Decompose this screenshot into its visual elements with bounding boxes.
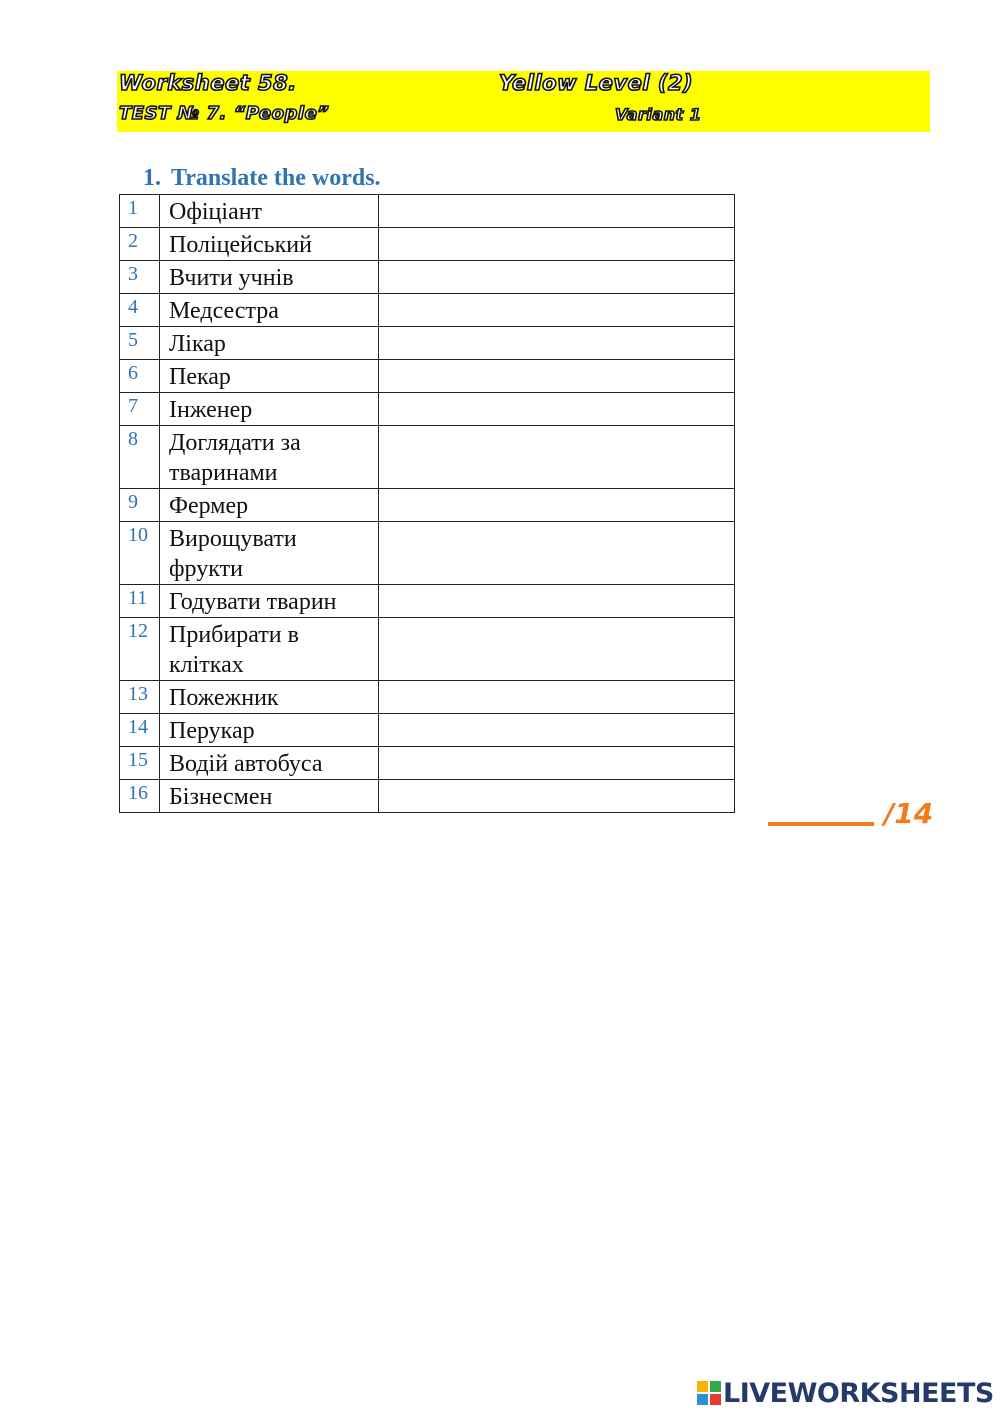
word-line: Поліцейський	[169, 232, 312, 258]
level-label: Yellow Level (2)	[499, 71, 694, 95]
table-row	[120, 780, 735, 813]
answer-cell[interactable]	[379, 327, 735, 360]
table-row	[120, 426, 735, 489]
task-instruction: Translate the words.	[171, 165, 381, 191]
word-line: Лікар	[169, 331, 226, 357]
logo-text: LIVEWORKSHEETS	[723, 1378, 994, 1409]
row-number: 8	[120, 426, 160, 489]
ukrainian-word	[160, 195, 379, 228]
word-line: Бізнесмен	[169, 784, 273, 810]
table-row	[120, 261, 735, 294]
answer-cell[interactable]	[379, 522, 735, 585]
row-number: 9	[120, 489, 160, 522]
ukrainian-word	[160, 327, 379, 360]
answer-cell[interactable]	[379, 681, 735, 714]
word-line: Офіціант	[169, 199, 263, 225]
answer-cell[interactable]	[379, 747, 735, 780]
table-row	[120, 747, 735, 780]
ukrainian-word	[160, 294, 379, 327]
word-line: Годувати тварин	[169, 589, 337, 615]
word-line: Медсестра	[169, 298, 279, 324]
ukrainian-word	[160, 393, 379, 426]
word-line: Вчити учнів	[169, 265, 294, 291]
ukrainian-word	[160, 585, 379, 618]
score-blank-line	[768, 822, 874, 826]
row-number: 16	[120, 780, 160, 813]
ukrainian-word	[160, 714, 379, 747]
header-banner	[117, 71, 930, 132]
ukrainian-word	[160, 618, 379, 681]
row-number: 7	[120, 393, 160, 426]
variant-label: Variant 1	[615, 105, 702, 124]
word-line: Вирощувати	[169, 526, 297, 552]
word-line: Фермер	[169, 493, 249, 519]
answer-cell[interactable]	[379, 780, 735, 813]
answer-cell[interactable]	[379, 714, 735, 747]
answer-cell[interactable]	[379, 585, 735, 618]
word-line: Інженер	[169, 397, 253, 423]
table-row	[120, 228, 735, 261]
answer-cell[interactable]	[379, 489, 735, 522]
word-line: клітках	[169, 652, 244, 678]
score-max: /14	[884, 797, 934, 830]
translation-table	[119, 194, 735, 813]
answer-cell[interactable]	[379, 393, 735, 426]
worksheet-label: Worksheet 58.	[119, 71, 297, 95]
answer-cell[interactable]	[379, 360, 735, 393]
table-row	[120, 360, 735, 393]
table-row	[120, 618, 735, 681]
ukrainian-word	[160, 228, 379, 261]
ukrainian-word	[160, 681, 379, 714]
row-number: 4	[120, 294, 160, 327]
row-number: 15	[120, 747, 160, 780]
ukrainian-word	[160, 360, 379, 393]
word-line: Перукар	[169, 718, 255, 744]
ukrainian-word	[160, 426, 379, 489]
row-number: 10	[120, 522, 160, 585]
row-number: 11	[120, 585, 160, 618]
ukrainian-word	[160, 780, 379, 813]
table-row	[120, 393, 735, 426]
ukrainian-word	[160, 522, 379, 585]
row-number: 6	[120, 360, 160, 393]
table-row	[120, 714, 735, 747]
table-row	[120, 195, 735, 228]
row-number: 14	[120, 714, 160, 747]
answer-cell[interactable]	[379, 195, 735, 228]
ukrainian-word	[160, 747, 379, 780]
table-row	[120, 585, 735, 618]
answer-cell[interactable]	[379, 294, 735, 327]
word-line: Прибирати в	[169, 622, 299, 648]
table-row	[120, 294, 735, 327]
task-number: 1.	[143, 165, 161, 191]
word-line: Доглядати за	[169, 430, 301, 456]
row-number: 13	[120, 681, 160, 714]
logo-icon	[697, 1381, 721, 1405]
row-number: 5	[120, 327, 160, 360]
word-line: фрукти	[169, 556, 243, 582]
ukrainian-word	[160, 261, 379, 294]
table-row	[120, 522, 735, 585]
task-title	[143, 165, 381, 192]
row-number: 12	[120, 618, 160, 681]
row-number: 3	[120, 261, 160, 294]
table-row	[120, 489, 735, 522]
test-label: TEST № 7. “People”	[119, 103, 330, 124]
row-number: 1	[120, 195, 160, 228]
answer-cell[interactable]	[379, 426, 735, 489]
word-line: тваринами	[169, 460, 278, 486]
answer-cell[interactable]	[379, 261, 735, 294]
answer-cell[interactable]	[379, 618, 735, 681]
ukrainian-word	[160, 489, 379, 522]
word-line: Водій автобуса	[169, 751, 323, 777]
liveworksheets-logo	[697, 1378, 995, 1410]
table-row	[120, 681, 735, 714]
word-line: Пожежник	[169, 685, 279, 711]
word-line: Пекар	[169, 364, 231, 390]
score-area	[768, 797, 938, 837]
table-row	[120, 327, 735, 360]
answer-cell[interactable]	[379, 228, 735, 261]
row-number: 2	[120, 228, 160, 261]
